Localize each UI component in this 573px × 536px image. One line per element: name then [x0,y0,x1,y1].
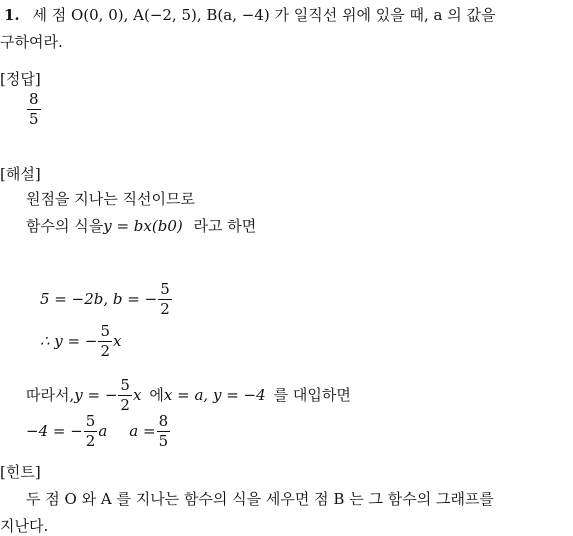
line-3-denominator: 2 [120,395,130,414]
equation-1-numerator: 5 [160,279,170,298]
equation-2-right: x [113,331,122,350]
explanation-line-2-math: y = bx(b0) [103,217,183,235]
answer-header: [정답] [0,70,41,88]
line-3-mid: 에 [149,385,164,404]
equation-3-mid: a = [129,421,156,440]
line-3-x: x [132,385,142,404]
equation-1-left: 5 = −2b, b = − [40,289,158,308]
answer-fraction-value [27,92,41,127]
equation-2-numerator: 5 [100,321,111,340]
equation-3-fraction-1 [84,411,98,450]
answer-denominator: 5 [29,110,39,128]
explanation-line-3 [26,375,351,414]
explanation-header: [해설] [0,165,41,183]
equation-2-fraction [98,321,112,360]
explanation-line-2-tail: 라고 하면 [193,217,257,235]
equation-2 [40,321,122,360]
equation-3-denominator-1: 2 [85,431,96,450]
line-3-math-left: y = − [74,385,118,404]
equation-1-denominator: 2 [160,299,170,318]
answer-fraction [26,92,42,127]
equation-2-denominator: 2 [100,341,111,360]
line-3-numerator: 5 [120,375,130,394]
hint-line-2: 지난다. [0,517,49,535]
explanation-line-1: 원점을 지나는 직선이므로 [26,190,195,208]
line-3-prefix: 따라서, [26,385,75,404]
equation-3 [26,411,171,450]
equation-1 [40,279,173,318]
line-3-tail: 를 대입하면 [273,385,351,404]
problem-statement-line-1 [4,8,495,23]
line-3-fraction [118,375,132,414]
answer-numerator: 8 [29,90,39,108]
hint-line-1: 두 점 O 와 A 를 지나는 함수의 식을 세우면 점 B 는 그 함수의 그래프를 [26,490,494,508]
explanation-line-2 [26,219,256,234]
problem-text-line-1: 세 점 O(0, 0), A(−2, 5), B(a, −4) 가 일직선 위에 있을 때, a 의 값을 [32,6,496,24]
hint-header: [힌트] [0,463,41,481]
equation-3-numerator-1: 5 [85,411,96,430]
equation-2-left: ∴ y = − [40,331,98,350]
explanation-line-2-text: 함수의 식을 [26,217,104,235]
equation-3-left: −4 = − [26,421,83,440]
equation-3-denominator-2: 5 [158,431,169,450]
equation-3-a: a [98,421,108,440]
line-3-math-2: x = a, y = −4 [163,385,266,404]
equation-3-numerator-2: 8 [158,411,169,430]
equation-1-fraction [158,279,172,318]
problem-number: 1. [4,6,20,24]
problem-text-line-2: 구하여라. [0,33,63,51]
equation-3-fraction-2 [157,411,171,450]
